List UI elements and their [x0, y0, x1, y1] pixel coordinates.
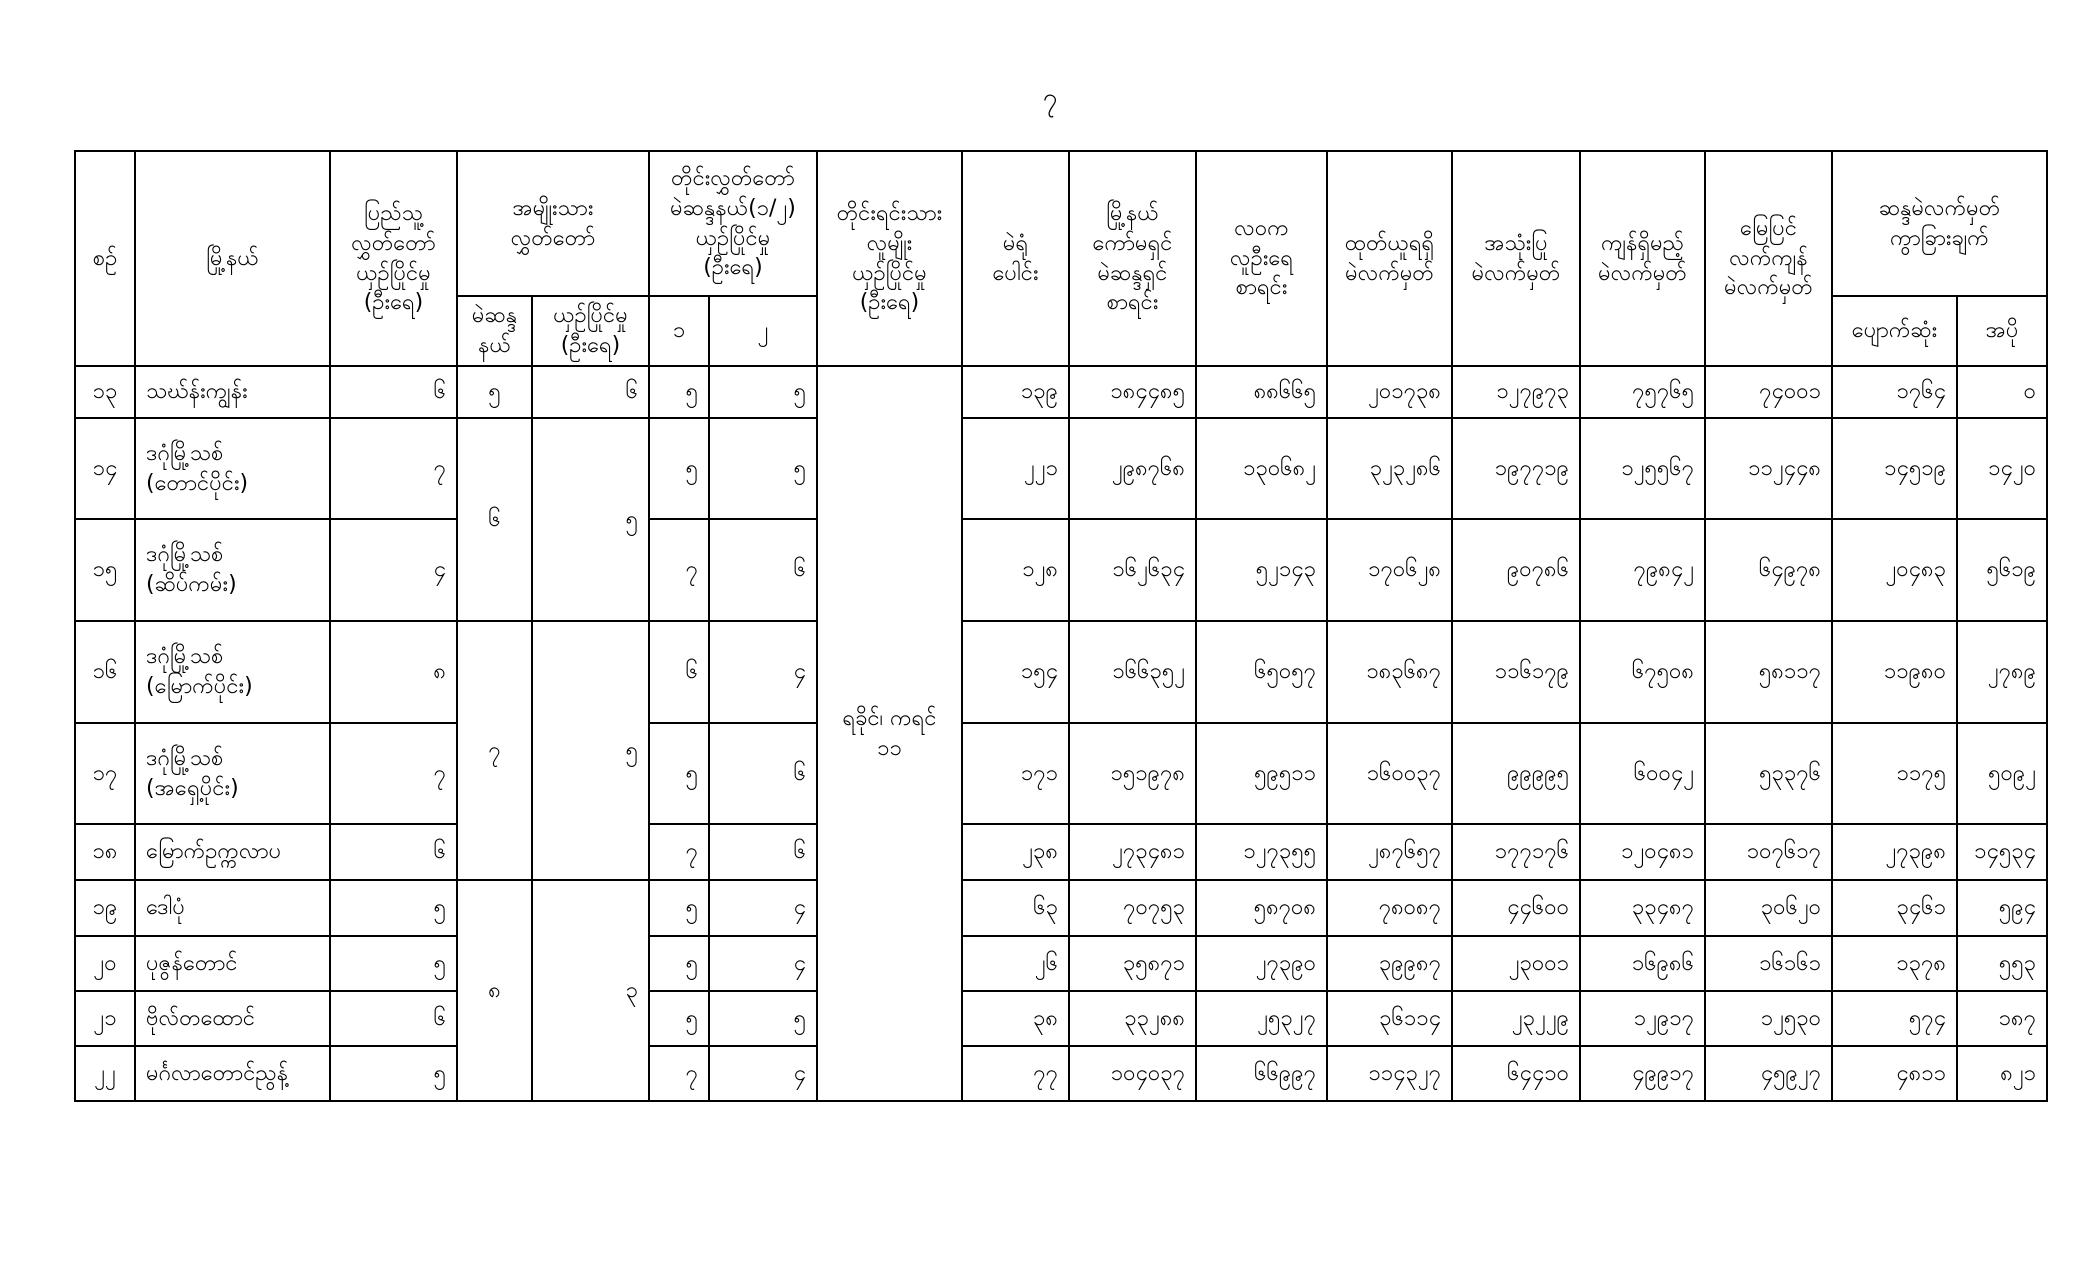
row-pyithu: ၈ — [330, 621, 457, 723]
row-township: မင်္ဂလာတောင်ညွန့် — [135, 1046, 330, 1101]
row-population: ၅၈၇၀၈ — [1196, 880, 1327, 936]
row-diff-lost: ၁၁၉၈၀ — [1832, 621, 1957, 723]
row-voters: ၁၅၁၉၇၈ — [1069, 723, 1196, 824]
row-population: ၅၉၅၁၁ — [1196, 723, 1327, 824]
row-surplus: ၅၈၁၁၇ — [1705, 621, 1832, 723]
row-diff-lost: ၂၀၄၈၃ — [1832, 519, 1957, 621]
row-township: ပုဇွန်တောင် — [135, 936, 330, 991]
row-no: ၂၂ — [75, 1046, 135, 1101]
header-pyithu: ပြည်သူ့ လွှတ်တော် ယှဉ်ပြိုင်မှု (ဦးရေ) — [330, 151, 457, 366]
row-amyotha-contest: ၆ — [532, 366, 649, 418]
row-issued: ၁၁၄၃၂၇ — [1327, 1046, 1452, 1101]
row-no: ၂၁ — [75, 991, 135, 1046]
amyotha-group-constituency: ၈ — [457, 880, 532, 1101]
row-pyithu: ၆ — [330, 991, 457, 1046]
row-used: ၄၄၆၀၀ — [1452, 880, 1580, 936]
row-population: ၆၆၉၉၇ — [1196, 1046, 1327, 1101]
row-surplus: ၃၀၆၂၀ — [1705, 880, 1832, 936]
row-diff-extra: ၅၆၁၉ — [1957, 519, 2047, 621]
row-township: သဃ်န်းကျွန်း — [135, 366, 330, 418]
row-surplus: ၅၃၃၇၆ — [1705, 723, 1832, 824]
row-region-1: ၆ — [649, 621, 709, 723]
row-region-2: ၅ — [709, 418, 817, 519]
row-remaining: ၆၀၀၄၂ — [1580, 723, 1705, 824]
row-region-1: ၅ — [649, 723, 709, 824]
row-remaining: ၁၂၀၄၈၁ — [1580, 824, 1705, 880]
row-pyithu: ၆ — [330, 366, 457, 418]
row-pyithu: ၇ — [330, 723, 457, 824]
row-diff-extra: ၈၂၁ — [1957, 1046, 2047, 1101]
header-no: စဉ် — [75, 151, 135, 366]
row-used: ၁၂၇၉၇၃ — [1452, 366, 1580, 418]
table-row — [75, 366, 2047, 418]
row-region-2: ၆ — [709, 519, 817, 621]
row-surplus: ၄၅၉၂၇ — [1705, 1046, 1832, 1101]
row-region-1: ၅ — [649, 991, 709, 1046]
table-row — [75, 519, 2047, 621]
row-voters: ၂၉၈၇၆၈ — [1069, 418, 1196, 519]
row-township: ဒဂုံမြို့သစ် (မြောက်ပိုင်း) — [135, 621, 330, 723]
row-used: ၁၁၆၁၇၉ — [1452, 621, 1580, 723]
row-diff-lost: ၁၇၆၄ — [1832, 366, 1957, 418]
row-no: ၁၉ — [75, 880, 135, 936]
row-remaining: ၄၉၉၁၇ — [1580, 1046, 1705, 1101]
row-remaining: ၁၂၅၅၆၇ — [1580, 418, 1705, 519]
row-polling: ၇၇ — [962, 1046, 1069, 1101]
row-region-2: ၅ — [709, 366, 817, 418]
row-used: ၉၉၉၉၅ — [1452, 723, 1580, 824]
row-voters: ၃၅၈၇၁ — [1069, 936, 1196, 991]
header-amyotha-constituency: မဲဆန္ဒ နယ် — [457, 296, 532, 366]
row-diff-extra: ၅၅၃ — [1957, 936, 2047, 991]
row-region-1: ၇ — [649, 1046, 709, 1101]
row-no: ၁၄ — [75, 418, 135, 519]
row-used: ၆၄၄၁၀ — [1452, 1046, 1580, 1101]
row-surplus: ၁၀၇၆၁၇ — [1705, 824, 1832, 880]
row-population: ၅၂၁၄၃ — [1196, 519, 1327, 621]
header-township: မြို့နယ် — [135, 151, 330, 366]
row-region-2: ၅ — [709, 991, 817, 1046]
row-pyithu: ၄ — [330, 519, 457, 621]
row-diff-lost: ၁၄၅၁၉ — [1832, 418, 1957, 519]
header-surplus: မြေပြင် လက်ကျန် မဲလက်မှတ် — [1705, 151, 1832, 366]
row-township: ဒဂုံမြို့သစ် (တောင်ပိုင်း) — [135, 418, 330, 519]
row-issued: ၁၈၃၆၈၇ — [1327, 621, 1452, 723]
row-diff-extra: ၁၄၅၃၄ — [1957, 824, 2047, 880]
header-diff-lost: ပျောက်ဆုံး — [1832, 296, 1957, 366]
row-issued: ၁၆၀၀၃၇ — [1327, 723, 1452, 824]
table-row — [75, 991, 2047, 1046]
row-no: ၁၆ — [75, 621, 135, 723]
row-no: ၁၅ — [75, 519, 135, 621]
row-population: ၁၃၀၆၈၂ — [1196, 418, 1327, 519]
row-region-2: ၆ — [709, 723, 817, 824]
row-polling: ၂၃၈ — [962, 824, 1069, 880]
row-pyithu: ၅ — [330, 1046, 457, 1101]
header-used: အသုံးပြု မဲလက်မှတ် — [1452, 151, 1580, 366]
header-population: လဝက လူဦးရေ စာရင်း — [1196, 151, 1327, 366]
row-population: ၁၂၇၃၅၅ — [1196, 824, 1327, 880]
row-pyithu: ၆ — [330, 824, 457, 880]
row-region-1: ၇ — [649, 519, 709, 621]
row-township: ဗိုလ်တထောင် — [135, 991, 330, 1046]
row-diff-extra: ၅၀၉၂ — [1957, 723, 2047, 824]
row-no: ၁၃ — [75, 366, 135, 418]
row-population: ၆၅၀၅၇ — [1196, 621, 1327, 723]
table-row — [75, 880, 2047, 936]
row-issued: ၇၈၀၈၇ — [1327, 880, 1452, 936]
row-region-1: ၅ — [649, 880, 709, 936]
header-region-1: ၁ — [649, 296, 709, 366]
table-row — [75, 621, 2047, 723]
row-voters: ၃၃၂၈၈ — [1069, 991, 1196, 1046]
row-region-1: ၅ — [649, 418, 709, 519]
row-diff-extra: ၂၇၈၉ — [1957, 621, 2047, 723]
row-diff-lost: ၄၈၁၁ — [1832, 1046, 1957, 1101]
row-surplus: ၆၄၉၇၈ — [1705, 519, 1832, 621]
row-polling: ၁၂၈ — [962, 519, 1069, 621]
row-voters: ၁၆၂၆၃၄ — [1069, 519, 1196, 621]
row-remaining: ၁၂၉၁၇ — [1580, 991, 1705, 1046]
row-population: ၈၈၆၆၅ — [1196, 366, 1327, 418]
row-polling: ၁၇၁ — [962, 723, 1069, 824]
row-region-2: ၄ — [709, 936, 817, 991]
row-used: ၂၃၀၀၁ — [1452, 936, 1580, 991]
row-region-2: ၄ — [709, 880, 817, 936]
row-polling: ၁၅၄ — [962, 621, 1069, 723]
row-diff-extra: ၅၉၄ — [1957, 880, 2047, 936]
row-no: ၂၀ — [75, 936, 135, 991]
row-voters: ၂၇၃၄၈၁ — [1069, 824, 1196, 880]
row-surplus: ၇၄၀၀၁ — [1705, 366, 1832, 418]
row-used: ၁၇၇၁၇၆ — [1452, 824, 1580, 880]
header-region: တိုင်းလွှတ်တော် မဲဆန္ဒနယ်(၁/၂) ယှဉ်ပြိုင်မှု (ဦးရေ) — [649, 151, 817, 296]
row-voters: ၁၀၄၀၃၇ — [1069, 1046, 1196, 1101]
row-amyotha-constituency: ၅ — [457, 366, 532, 418]
amyotha-group-constituency: ၇ — [457, 621, 532, 880]
row-issued: ၃၂၃၂၈၆ — [1327, 418, 1452, 519]
page-number: ၇ — [1042, 83, 1058, 113]
row-pyithu: ၅ — [330, 936, 457, 991]
row-region-1: ၇ — [649, 824, 709, 880]
row-diff-lost: ၁၁၇၅ — [1832, 723, 1957, 824]
row-diff-lost: ၂၇၃၉၈ — [1832, 824, 1957, 880]
row-polling: ၂၂၁ — [962, 418, 1069, 519]
row-township: ဒေါပုံ — [135, 880, 330, 936]
table-row — [75, 723, 2047, 824]
amyotha-group-contest: ၅ — [532, 621, 649, 880]
row-voters: ၁၆၆၃၅၂ — [1069, 621, 1196, 723]
row-remaining: ၁၆၉၈၆ — [1580, 936, 1705, 991]
header-diff-extra: အပို — [1957, 296, 2047, 366]
row-polling: ၁၃၉ — [962, 366, 1069, 418]
header-ethnic: တိုင်းရင်းသား လူမျိုး ယှဉ်ပြိုင်မှု (ဦးရေ) — [817, 151, 962, 366]
row-region-2: ၄ — [709, 621, 817, 723]
row-region-2: ၄ — [709, 1046, 817, 1101]
row-pyithu: ၇ — [330, 418, 457, 519]
row-used: ၂၃၂၂၉ — [1452, 991, 1580, 1046]
row-used: ၉၀၇၈၆ — [1452, 519, 1580, 621]
row-township: ဒဂုံမြို့သစ် (ဆိပ်ကမ်း) — [135, 519, 330, 621]
row-issued: ၂၀၁၇၃၈ — [1327, 366, 1452, 418]
table-row — [75, 936, 2047, 991]
table-row — [75, 824, 2047, 880]
header-polling: မဲရုံ ပေါင်း — [962, 151, 1069, 366]
row-diff-lost: ၃၄၆၁ — [1832, 880, 1957, 936]
election-statistics-table — [74, 150, 2048, 1102]
amyotha-group-constituency: ၆ — [457, 418, 532, 621]
row-region-1: ၅ — [649, 936, 709, 991]
row-issued: ၃၆၁၁၄ — [1327, 991, 1452, 1046]
row-voters: ၁၈၄၄၈၅ — [1069, 366, 1196, 418]
row-no: ၁၈ — [75, 824, 135, 880]
row-remaining: ၆၇၅၀၈ — [1580, 621, 1705, 723]
header-amyotha-contest: ယှဉ်ပြိုင်မှု (ဦးရေ) — [532, 296, 649, 366]
row-region-2: ၆ — [709, 824, 817, 880]
row-issued: ၂၈၇၆၅၇ — [1327, 824, 1452, 880]
row-surplus: ၁၆၁၆၁ — [1705, 936, 1832, 991]
row-remaining: ၃၃၄၈၇ — [1580, 880, 1705, 936]
row-population: ၂၇၃၉၀ — [1196, 936, 1327, 991]
row-diff-lost: ၁၃၇၈ — [1832, 936, 1957, 991]
header-region-2: ၂ — [709, 296, 817, 366]
row-surplus: ၁၁၂၄၄၈ — [1705, 418, 1832, 519]
header-amyotha: အမျိုးသား လွှတ်တော် — [457, 151, 649, 296]
row-polling: ၃၈ — [962, 991, 1069, 1046]
amyotha-group-contest: ၃ — [532, 880, 649, 1101]
table-row — [75, 1046, 2047, 1101]
row-population: ၂၅၃၂၇ — [1196, 991, 1327, 1046]
row-polling: ၆၃ — [962, 880, 1069, 936]
row-diff-lost: ၅၇၄ — [1832, 991, 1957, 1046]
row-remaining: ၇၉၈၄၂ — [1580, 519, 1705, 621]
header-remaining: ကျန်ရှိမည့် မဲလက်မှတ် — [1580, 151, 1705, 366]
row-polling: ၂၆ — [962, 936, 1069, 991]
row-issued: ၁၇၀၆၂၈ — [1327, 519, 1452, 621]
header-issued: ထုတ်ယူရရှိ မဲလက်မှတ် — [1327, 151, 1452, 366]
row-region-1: ၅ — [649, 366, 709, 418]
row-surplus: ၁၂၅၃၀ — [1705, 991, 1832, 1046]
amyotha-group-contest: ၅ — [532, 418, 649, 621]
row-township: မြောက်ဥက္ကလာပ — [135, 824, 330, 880]
table-row — [75, 418, 2047, 519]
row-no: ၁၇ — [75, 723, 135, 824]
ethnic-merged-cell: ရခိုင်၊ ကရင် ၁၁ — [817, 366, 962, 1101]
row-diff-extra: ၁၈၇ — [1957, 991, 2047, 1046]
row-diff-extra: ၀ — [1957, 366, 2047, 418]
row-remaining: ၇၅၇၆၅ — [1580, 366, 1705, 418]
row-used: ၁၉၇၇၁၉ — [1452, 418, 1580, 519]
row-township: ဒဂုံမြို့သစ် (အရှေ့ပိုင်း) — [135, 723, 330, 824]
row-pyithu: ၅ — [330, 880, 457, 936]
row-diff-extra: ၁၄၂၀ — [1957, 418, 2047, 519]
header-voter-list: မြို့နယ် ကော်မရှင် မဲဆန္ဒရှင် စာရင်း — [1069, 151, 1196, 366]
row-voters: ၇၀၇၅၃ — [1069, 880, 1196, 936]
row-issued: ၃၉၉၈၇ — [1327, 936, 1452, 991]
header-diff: ဆန္ဒမဲလက်မှတ် ကွာခြားချက် — [1832, 151, 2047, 296]
